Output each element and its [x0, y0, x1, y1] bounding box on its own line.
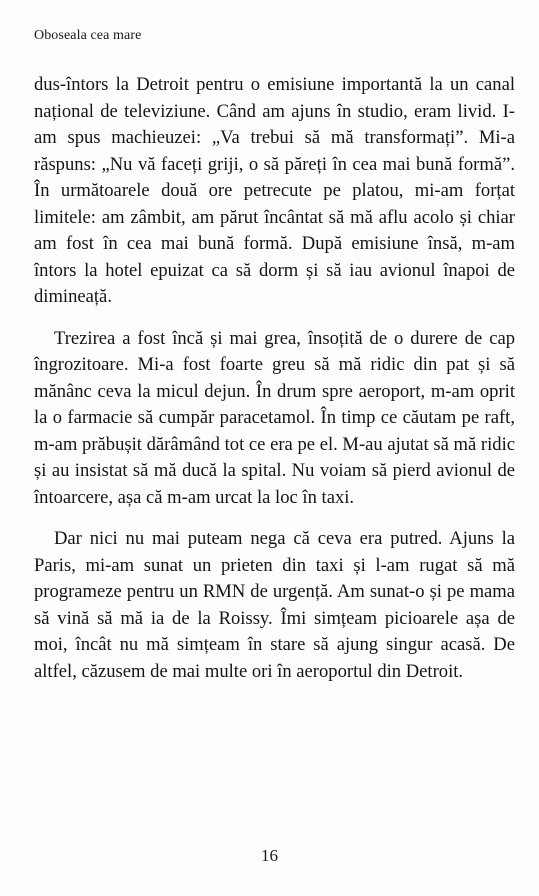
- page-number: 16: [261, 846, 278, 865]
- paragraph-1: dus-întors la Detroit pentru o emisiune importantă la un canal național de televiziune. Când am ajuns în studio, eram livid. I-am spus machieuzei: „Va trebui să mă transformați”. Mi-a răspuns: „Nu vă faceți griji, o să păreți în cea mai bună formă”. În următoarele două ore petrecute pe platou, mi-am forțat limitele: am zâmbit, am părut încântat să mă aflu acolo și chiar am fost în cea mai bună formă. După emisiune însă, m-am întors la hotel epuizat ca să dorm și să iau avionul înapoi de dimineață.: [34, 74, 515, 307]
- paragraph-2: Trezirea a fost încă și mai grea, însoțită de o durere de cap îngrozitoare. Mi-a fost foarte greu să mă ridic din pat și să mănânc ceva la micul dejun. În drum spre aeroport, m-am oprit la o farmacie să cumpăr paracetamol. În timp ce căutam pe raft, m-am prăbușit dărâmând tot ce era pe el. M-au ajutat să mă ridic și au insistat să mă ducă la spital. Nu voiam să pierd avionul de întoarcere, așa că m-am urcat la loc în taxi.: [34, 327, 515, 508]
- running-head-title: Oboseala cea mare: [34, 28, 142, 43]
- body-text: [34, 72, 515, 685]
- paragraph-3: Dar nici nu mai puteam nega că ceva era putred. Ajuns la Paris, mi-am sunat un prieten din taxi și l-am rugat să mă programeze pentru un RMN de urgență. Am sunat-o și pe mama să vină să mă ia de la Roissy. Îmi simțeam picioarele așa de moi, încât nu mă simțeam în stare să ajung singur acasă. De altfel, căzusem de mai multe ori în aeroportul din Detroit.: [34, 528, 515, 682]
